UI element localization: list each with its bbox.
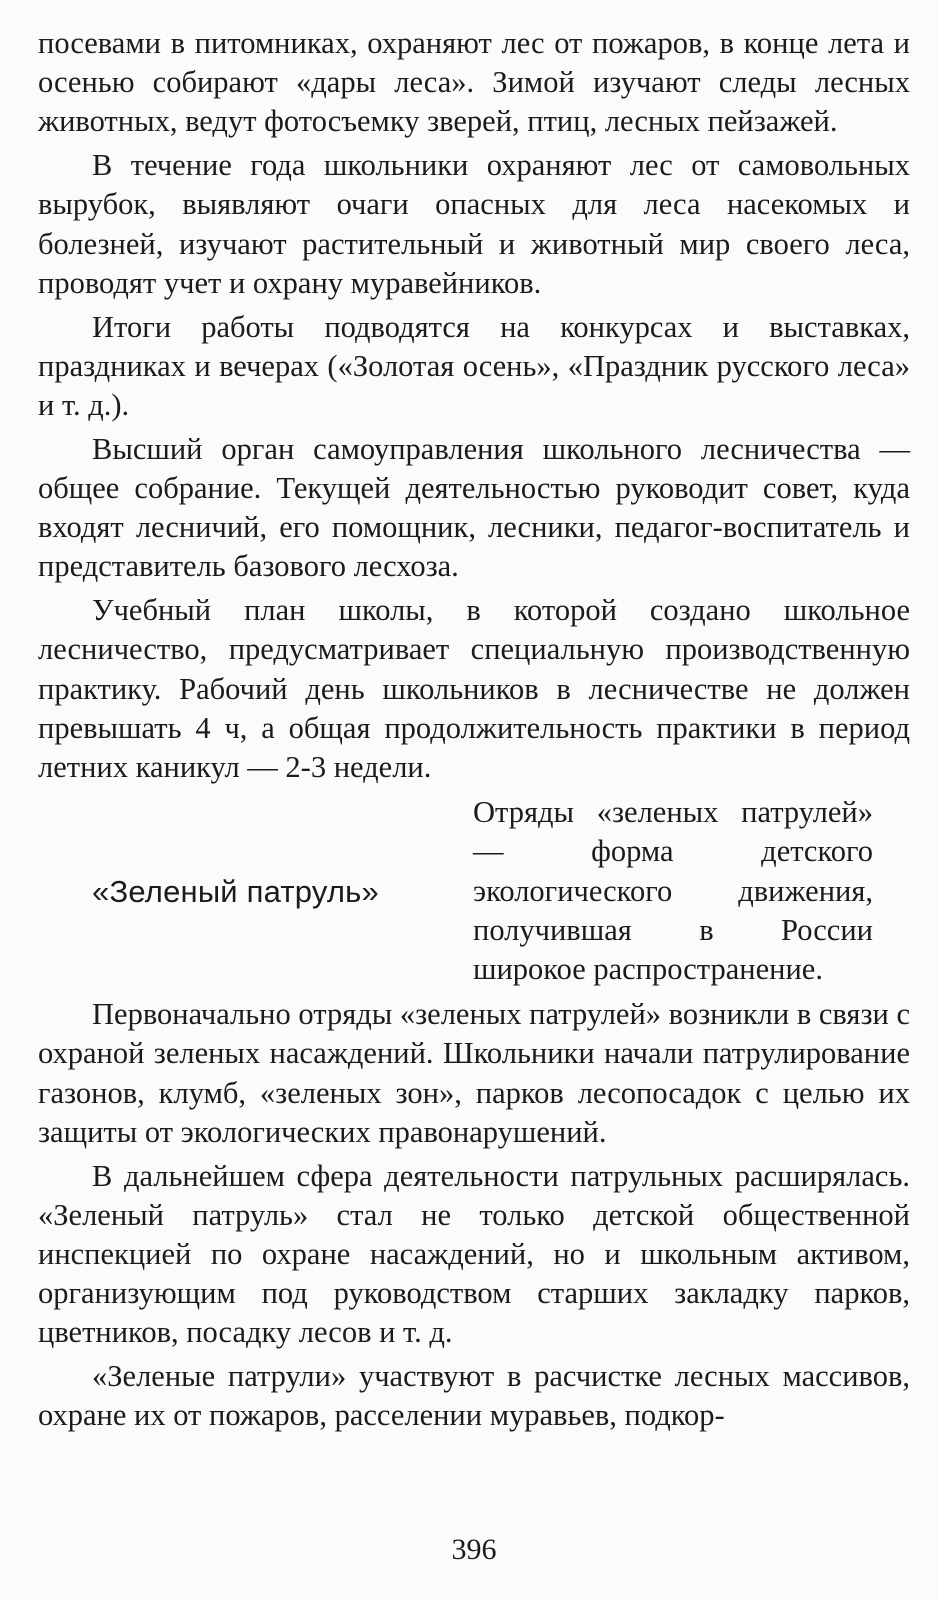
- page-number: 396: [451, 1533, 497, 1566]
- paragraph: Итоги работы подводятся на конкурсах и выставках, праздниках и вечерах («Золотая осень», «Праздник русского леса» и т. д.).: [38, 309, 910, 423]
- section-lead-paragraph: Отряды «зеленых патрулей» — форма детского экологического движения, получившая в России широкое распространение.: [473, 795, 873, 987]
- section-header-block: [38, 793, 910, 989]
- section-title: «Зеленый патруль»: [92, 873, 379, 909]
- paragraph: Первоначально отряды «зеленых патрулей» возникли в связи с охраной зеленых насаждений. Школьники начали патрулирование газонов, клумб, «зеленых зон», парков лесопосадок с целью их защиты от экологических правонарушений.: [38, 997, 910, 1149]
- paragraph: Высший орган самоуправления школьного лесничества — общее собрание. Текущей деятельностью руководит совет, куда входят лесничий, его помощник, лесники, педагог-воспитатель и представитель базового лесхоза.: [38, 431, 910, 584]
- book-page: [38, 24, 910, 1584]
- paragraph: посевами в питомниках, охраняют лес от пожаров, в конце лета и осенью собирают «дары леса». Зимой изучают следы лесных животных, ведут фотосъемку зверей, птиц, лесных пейзажей.: [38, 26, 910, 139]
- paragraph: В дальнейшем сфера деятельности патрульных расширялась. «Зеленый патруль» стал не только детской общественной инспекцией по охране насаждений, но и школьным активом, организующим под руководством старших закладку парков, цветников, посадку лесов и т. д.: [38, 1158, 910, 1350]
- paragraph: «Зеленые патрули» участвуют в расчистке лесных массивов, охране их от пожаров, расселении муравьев, подкор-: [38, 1359, 910, 1433]
- paragraph: В течение года школьники охраняют лес от самовольных вырубок, выявляют очаги опасных для леса насекомых и болезней, изучают растительный и животный мир своего леса, проводят учет и охрану муравейников.: [38, 148, 910, 300]
- paragraph: Учебный план школы, в которой создано школьное лесничество, предусматривает специальную производственную практику. Рабочий день школьников в лесничестве не должен превышать 4 ч, а общая продолжительность практики в период летних каникул — 2-3 недели.: [38, 593, 910, 785]
